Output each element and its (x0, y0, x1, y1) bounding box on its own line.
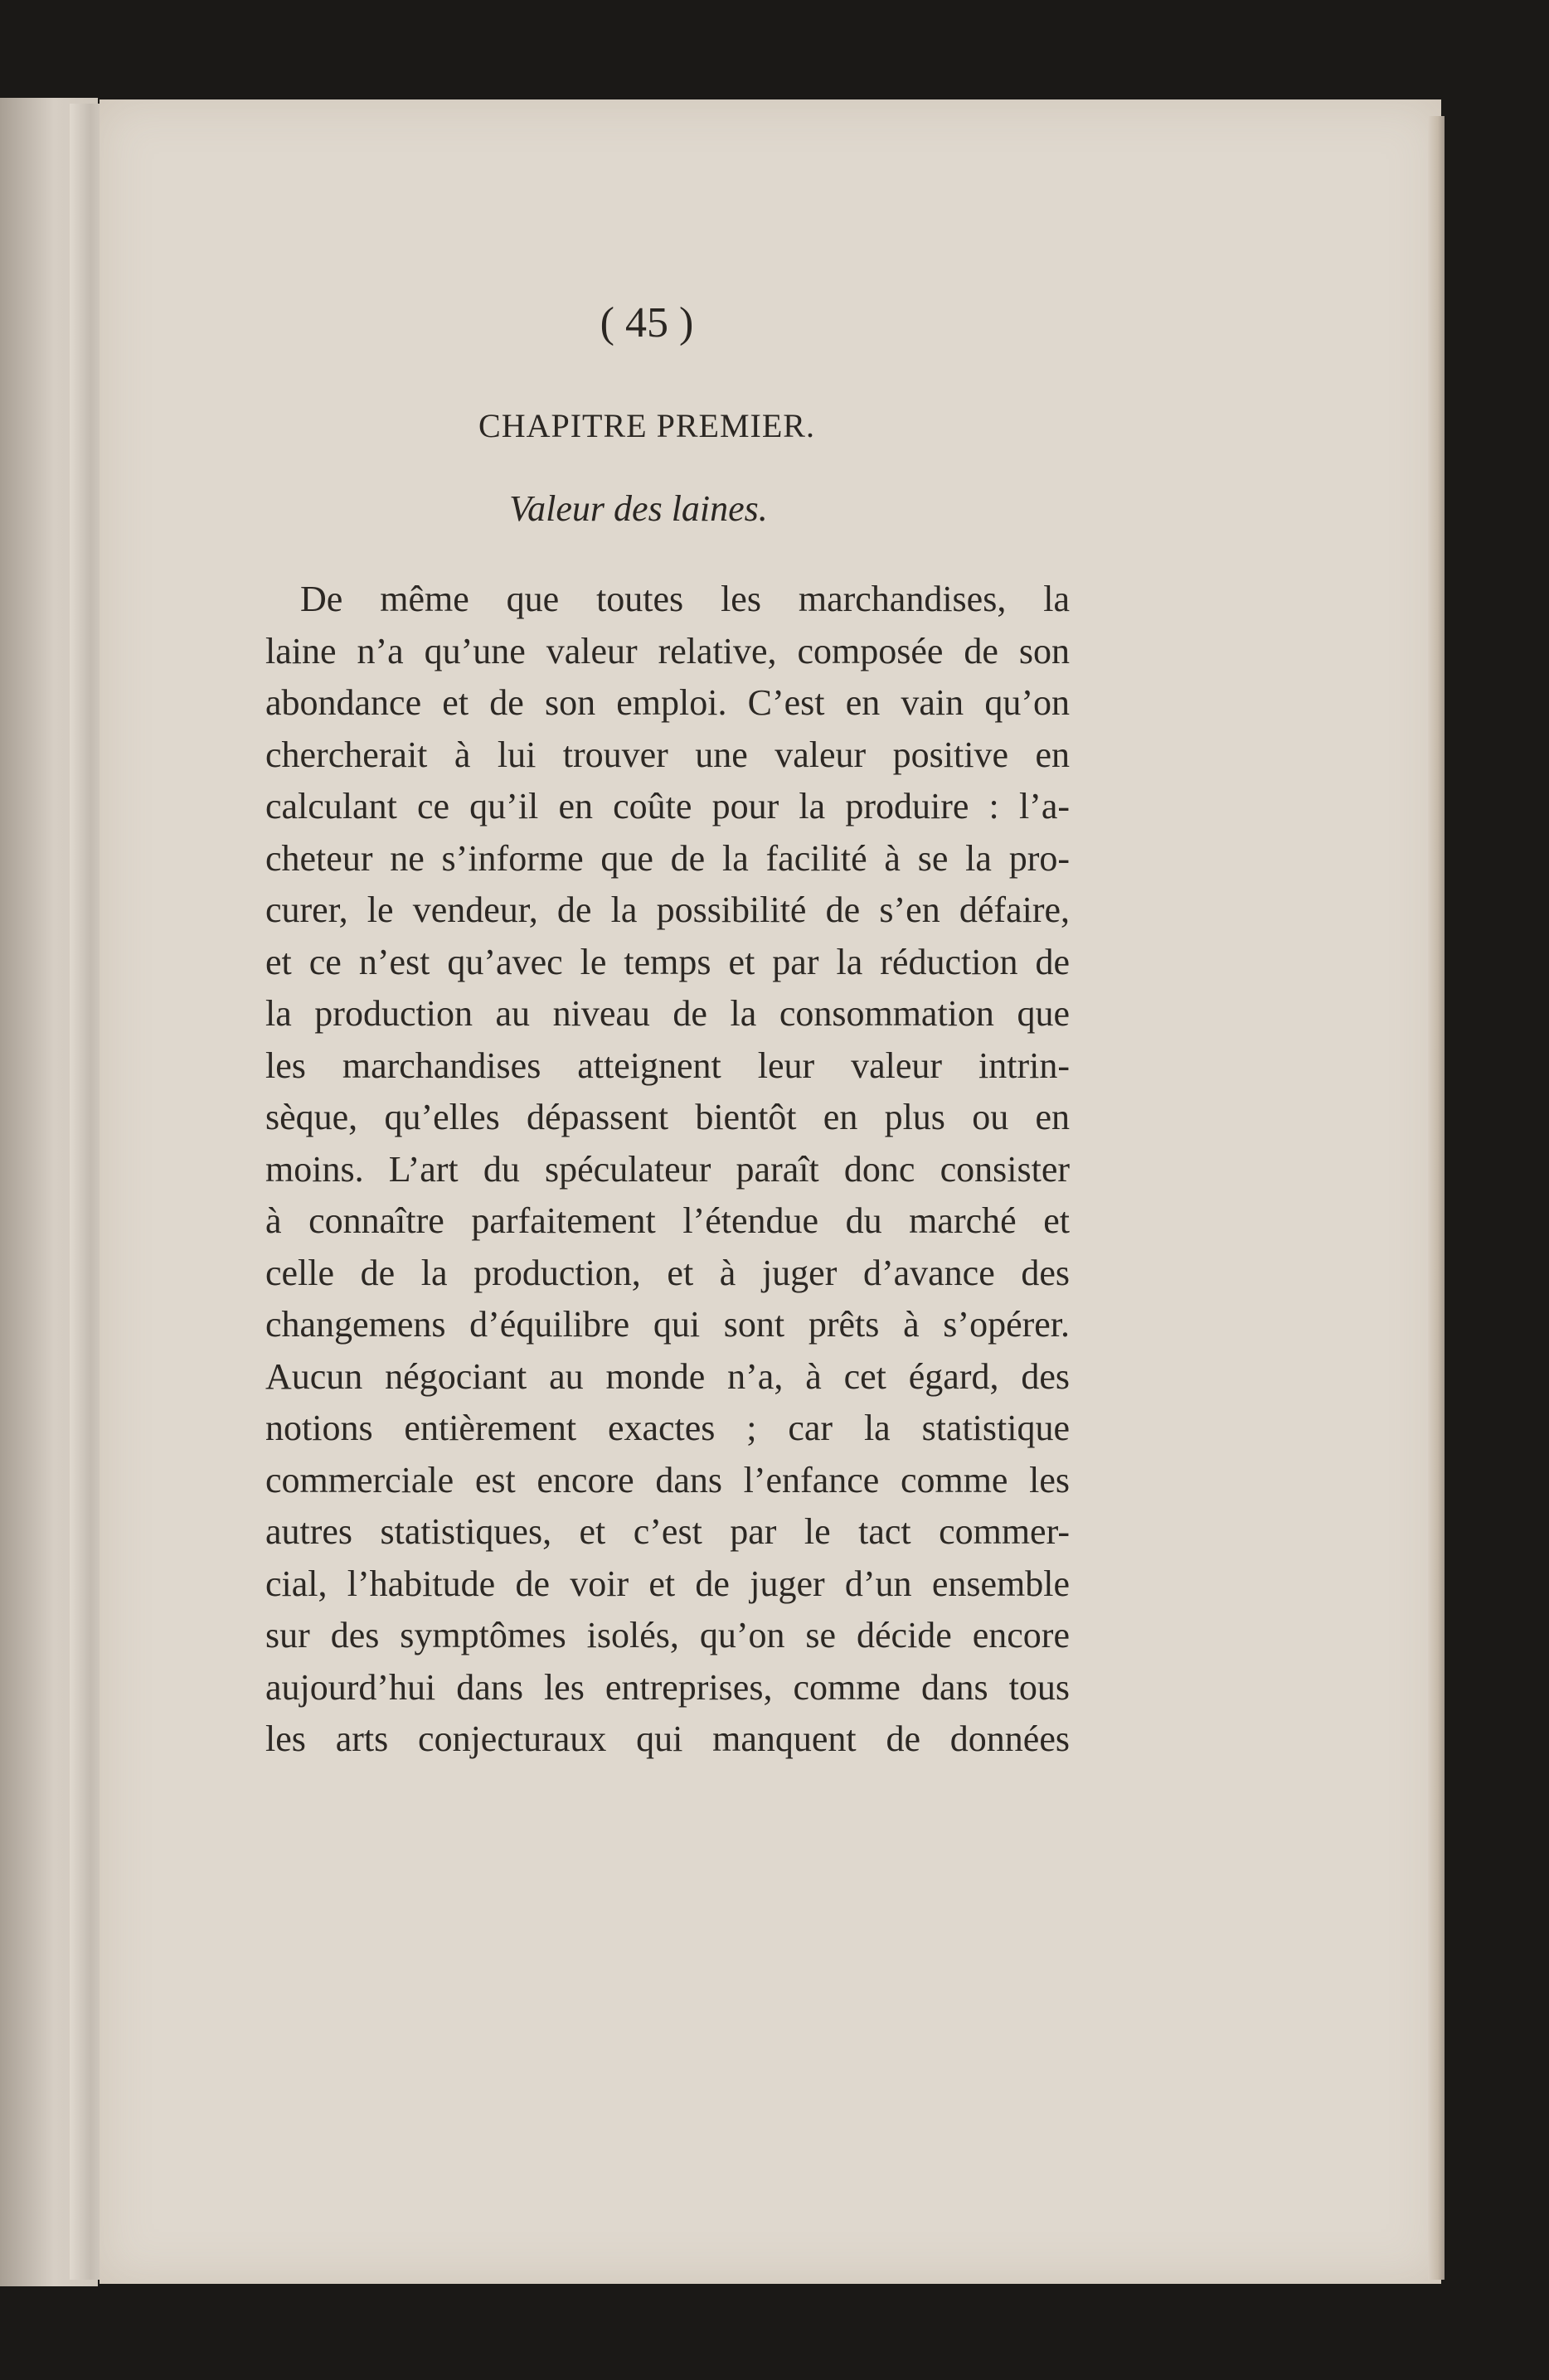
section-title: Valeur des laines. (509, 488, 768, 529)
text-line: la production au niveau de la consommation que (265, 993, 1070, 1034)
text-line: et ce n’est qu’avec le temps et par la réduction de (265, 941, 1070, 982)
text-line: les arts conjecturaux qui manquent de données (265, 1718, 1070, 1759)
text-line: laine n’a qu’une valeur relative, composée de son (265, 630, 1070, 671)
text-line: sèque, qu’elles dépassent bientôt en plus ou en (265, 1097, 1070, 1137)
text-line: chercherait à lui trouver une valeur positive en (265, 734, 1070, 775)
text-line: à connaître parfaitement l’étendue du marché et (265, 1200, 1070, 1241)
text-line: De même que toutes les marchandises, la (300, 579, 1070, 619)
text-line: cheteur ne s’informe que de la facilité à se la pro- (265, 837, 1070, 879)
text-line: curer, le vendeur, de la possibilité de s’en défaire, (265, 889, 1070, 930)
text-line: Aucun négociant au monde n’a, à cet égard, des (265, 1355, 1070, 1397)
text-line: sur des symptômes isolés, qu’on se décide encore (265, 1615, 1070, 1655)
text-line: commerciale est encore dans l’enfance comme les (265, 1459, 1070, 1500)
text-line: aujourd’hui dans les entreprises, comme dans tous (265, 1666, 1070, 1708)
text-line: cial, l’habitude de voir et de juger d’un ensemble (265, 1563, 1070, 1604)
text-line: changemens d’équilibre qui sont prêts à s’opérer. (265, 1304, 1070, 1345)
text-line: moins. L’art du spéculateur paraît donc consister (265, 1148, 1070, 1190)
page-number: ( 45 ) (600, 299, 694, 347)
text-line: abondance et de son emploi. C’est en vain qu’on (265, 682, 1070, 723)
body-text (265, 574, 1070, 1766)
text-line: calculant ce qu’il en coûte pour la produire : l’a- (265, 786, 1070, 826)
chapter-title: CHAPITRE PREMIER. (478, 407, 815, 444)
text-line: les marchandises atteignent leur valeur intrin- (265, 1045, 1070, 1086)
text-line: celle de la production, et à juger d’avance des (265, 1252, 1070, 1293)
page-right-edge (1428, 116, 1445, 2280)
text-line: autres statistiques, et c’est par le tact commer- (265, 1511, 1070, 1552)
text-line: notions entièrement exactes ; car la statistique (265, 1408, 1070, 1448)
